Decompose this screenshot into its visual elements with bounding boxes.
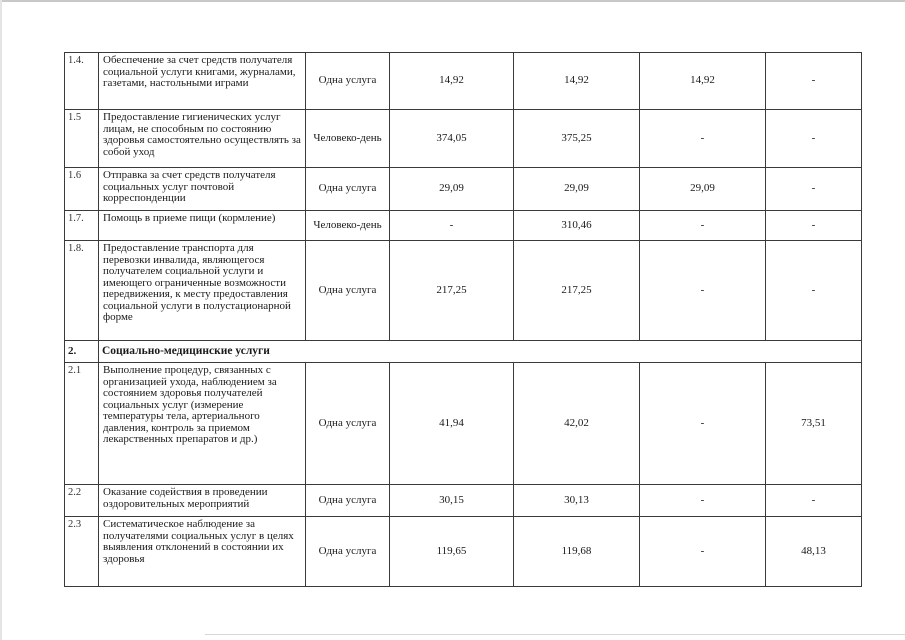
row-number: 2.1 [65, 363, 99, 485]
table-row [65, 110, 862, 168]
value-cell: 73,51 [766, 363, 862, 485]
table-row [65, 168, 862, 211]
value-cell: - [766, 211, 862, 241]
row-number: 1.8. [65, 241, 99, 341]
row-number: 2.3 [65, 517, 99, 587]
value-cell: - [766, 53, 862, 110]
value-cell: - [640, 211, 766, 241]
service-name: Предоставление транспорта для перевозки инвалида, являющегося получателем социальной услуги и имеющего ограниченные возможности передвижения, к месту предоставления социальной услуги в полустационарной форме [99, 241, 306, 341]
value-cell: 29,09 [640, 168, 766, 211]
service-name: Систематическое наблюдение за получателями социальных услуг в целях выявления отклонений в состоянии их здоровья [99, 517, 306, 587]
scan-bottom-border [205, 634, 905, 635]
table-row [65, 485, 862, 517]
value-cell: - [766, 241, 862, 341]
value-cell: - [640, 517, 766, 587]
value-cell: 29,09 [390, 168, 514, 211]
value-cell: 375,25 [514, 110, 640, 168]
table-row [65, 363, 862, 485]
value-cell: - [640, 363, 766, 485]
value-cell: - [766, 110, 862, 168]
value-cell: 14,92 [514, 53, 640, 110]
value-cell: 30,13 [514, 485, 640, 517]
row-number: 1.6 [65, 168, 99, 211]
value-cell: - [640, 110, 766, 168]
unit-cell: Одна услуга [306, 485, 390, 517]
value-cell: 14,92 [640, 53, 766, 110]
value-cell: 374,05 [390, 110, 514, 168]
unit-cell: Одна услуга [306, 53, 390, 110]
value-cell: - [766, 485, 862, 517]
unit-cell: Одна услуга [306, 517, 390, 587]
scan-left-edge [0, 0, 2, 640]
section-title: Социально-медицинские услуги [99, 341, 862, 363]
row-number: 1.4. [65, 53, 99, 110]
value-cell: 48,13 [766, 517, 862, 587]
section-number: 2. [65, 341, 99, 363]
value-cell: 310,46 [514, 211, 640, 241]
value-cell: 217,25 [514, 241, 640, 341]
value-cell: - [766, 168, 862, 211]
service-name: Помощь в приеме пищи (кормление) [99, 211, 306, 241]
service-name: Оказание содействия в проведении оздоровительных мероприятий [99, 485, 306, 517]
table-row [65, 517, 862, 587]
table-row [65, 53, 862, 110]
value-cell: 42,02 [514, 363, 640, 485]
unit-cell: Человеко-день [306, 211, 390, 241]
unit-cell: Человеко-день [306, 110, 390, 168]
service-name: Предоставление гигиенических услуг лицам, не способным по состоянию здоровья самостоятельно осуществлять за собой уход [99, 110, 306, 168]
value-cell: 29,09 [514, 168, 640, 211]
value-cell: 119,68 [514, 517, 640, 587]
row-number: 1.7. [65, 211, 99, 241]
service-name: Отправка за счет средств получателя социальных услуг почтовой корреспонденции [99, 168, 306, 211]
section-header-row [65, 341, 862, 363]
value-cell: 41,94 [390, 363, 514, 485]
value-cell: - [390, 211, 514, 241]
scan-top-border [0, 0, 905, 2]
unit-cell: Одна услуга [306, 241, 390, 341]
value-cell: 217,25 [390, 241, 514, 341]
value-cell: 14,92 [390, 53, 514, 110]
value-cell: 119,65 [390, 517, 514, 587]
value-cell: 30,15 [390, 485, 514, 517]
unit-cell: Одна услуга [306, 363, 390, 485]
table-row [65, 211, 862, 241]
row-number: 1.5 [65, 110, 99, 168]
unit-cell: Одна услуга [306, 168, 390, 211]
table-row [65, 241, 862, 341]
service-name: Выполнение процедур, связанных с организацией ухода, наблюдением за состоянием здоровья получателей социальных услуг (измерение температуры тела, артериального давления, контроль за приемом лекарственных препаратов и др.) [99, 363, 306, 485]
services-tariff-table [64, 52, 862, 587]
service-name: Обеспечение за счет средств получателя социальной услуги книгами, журналами, газетами, настольными играми [99, 53, 306, 110]
value-cell: - [640, 241, 766, 341]
value-cell: - [640, 485, 766, 517]
row-number: 2.2 [65, 485, 99, 517]
